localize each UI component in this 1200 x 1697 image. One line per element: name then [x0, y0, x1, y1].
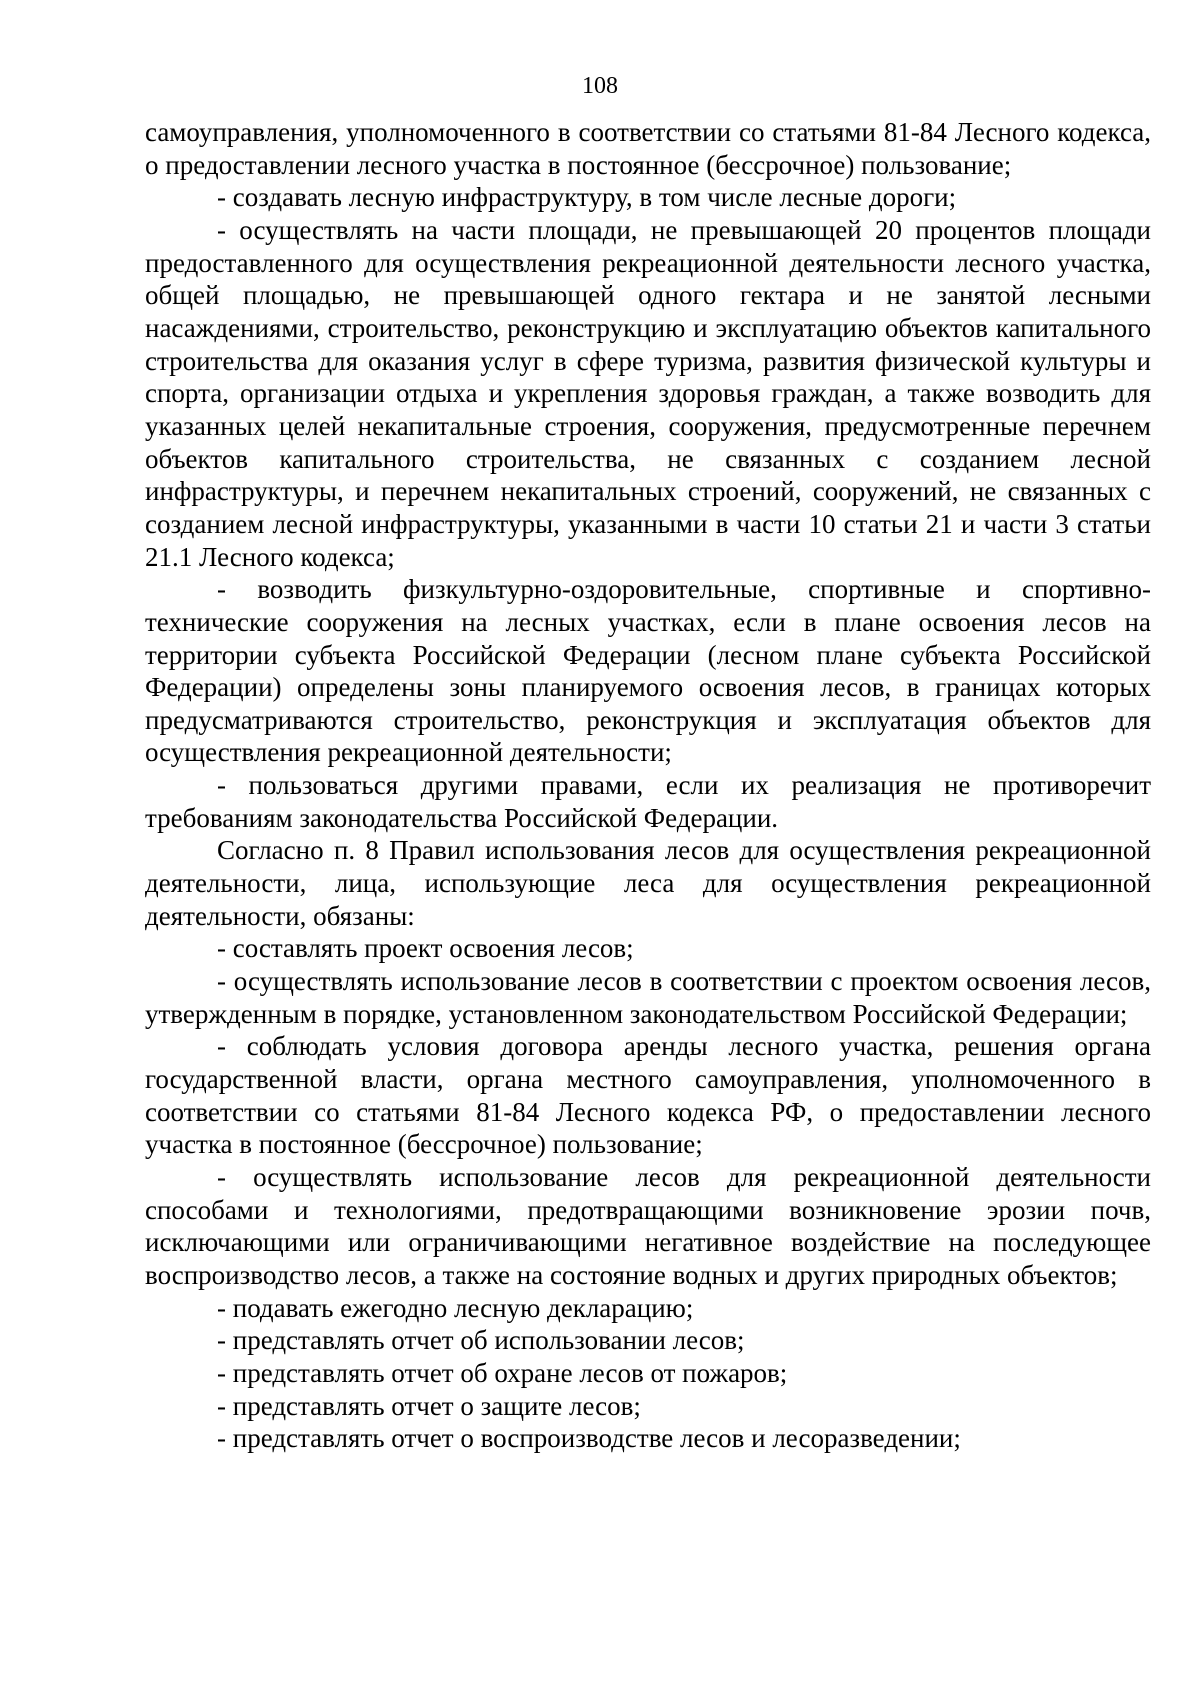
paragraph-forest-protection-report: - представлять отчет о защите лесов;: [217, 1390, 641, 1421]
paragraph-infrastructure: - создавать лесную инфраструктуру, в том числе лесные дороги;: [217, 182, 957, 213]
paragraph-reproduction-report: - представлять отчет о воспроизводстве лесов и лесоразведении;: [217, 1423, 961, 1454]
paragraph-fire-protection-report: - представлять отчет об охране лесов от пожаров;: [217, 1357, 788, 1388]
paragraph-continued: самоуправления, уполномоченного в соответствии со статьями 81-84 Лесного кодекса, о предоставлении лесного участка в постоянное (бессрочное) пользование;: [145, 117, 1151, 180]
paragraph-lease-conditions: - соблюдать условия договора аренды лесного участка, решения органа государственной власти, органа местного самоуправления, уполномоченного в соответствии со статьями 81-84 Лесного кодекса РФ, о предоставлении лесного участка в постоянное (бессрочное) пользование;: [145, 1031, 1151, 1160]
paragraph-other-rights: - пользоваться другими правами, если их реализация не противоречит требованиям законодательства Российской Федерации.: [145, 770, 1151, 833]
paragraph-use-report: - представлять отчет об использовании лесов;: [217, 1325, 745, 1356]
paragraph-capital-construction: - осуществлять на части площади, не превышающей 20 процентов площади предоставленного для осуществления рекреационной деятельности лесного участка, общей площадью, не превышающей одного гектара и не занятой лесными насаждениями, строительство, реконструкцию и эксплуатацию объектов капитального строительства для оказания услуг в сфере туризма, развития физической культуры и спорта, организации отдыха и укрепления здоровья граждан, а также возводить для указанных целей некапитальные строения, сооружения, предусмотренные перечнем объектов капитального строительства, не связанных с созданием лесной инфраструктуры, и перечнем некапитальных строений, сооружений, не связанных с созданием лесной инфраструктуры, указанными в части 10 статьи 21 и части 3 статьи 21.1 Лесного кодекса;: [145, 214, 1151, 572]
page-number: 108: [582, 73, 618, 99]
paragraph-use-per-project: - осуществлять использование лесов в соответствии с проектом освоения лесов, утвержденным в порядке, установленном законодательством Российской Федерации;: [145, 966, 1151, 1029]
paragraph-forest-declaration: - подавать ежегодно лесную декларацию;: [217, 1292, 694, 1323]
document-body: [145, 116, 1151, 1455]
paragraph-erosion-prevention: - осуществлять использование лесов для рекреационной деятельности способами и технологиями, предотвращающими возникновение эрозии почв, исключающими или ограничивающими негативное воздействие на последующее воспроизводство лесов, а также на состояние водных и других природных объектов;: [145, 1162, 1151, 1290]
paragraph-development-project: - составлять проект освоения лесов;: [217, 933, 634, 964]
paragraph-obligations-intro: Согласно п. 8 Правил использования лесов для осуществления рекреационной деятельности, лица, использующие леса для осуществления рекреационной деятельности, обязаны:: [145, 835, 1151, 931]
paragraph-sports-facilities: - возводить физкультурно-оздоровительные, спортивные и спортивно-технические сооружения на лесных участках, если в плане освоения лесов на территории субъекта Российской Федерации (лесном плане субъекта Российской Федерации) определены зоны планируемого освоения лесов, в границах которых предусматриваются строительство, реконструкция и эксплуатация объектов для осуществления рекреационной деятельности;: [145, 574, 1151, 768]
